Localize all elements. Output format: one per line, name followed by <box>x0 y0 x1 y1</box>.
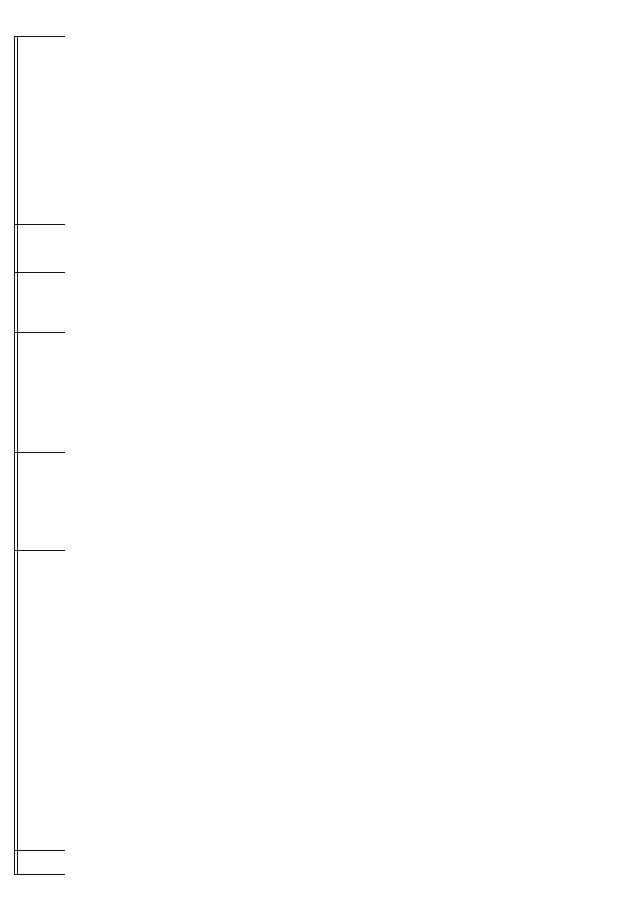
bill-author <box>41 453 64 551</box>
column-5-cell <box>41 273 64 333</box>
date-cell <box>64 225 65 273</box>
table-row <box>41 37 64 875</box>
bill-author <box>18 453 42 551</box>
decision-cell <box>18 37 42 225</box>
table-row <box>18 37 42 875</box>
column-5-cell <box>18 273 42 333</box>
date-cell <box>18 225 42 273</box>
bills-table <box>14 36 65 875</box>
responsible-committee <box>18 333 42 453</box>
row-number <box>18 851 42 875</box>
row-number <box>41 851 64 875</box>
bill-description <box>18 551 42 851</box>
responsible-committee <box>64 333 65 453</box>
date-cell <box>41 225 64 273</box>
bill-description <box>41 551 64 851</box>
column-5-cell <box>64 273 65 333</box>
table-row <box>64 37 65 875</box>
decision-cell <box>41 37 64 225</box>
bill-author <box>64 453 65 551</box>
bill-description <box>64 551 65 851</box>
decision-cell <box>64 37 65 225</box>
responsible-committee <box>41 333 64 453</box>
row-number <box>64 851 65 875</box>
